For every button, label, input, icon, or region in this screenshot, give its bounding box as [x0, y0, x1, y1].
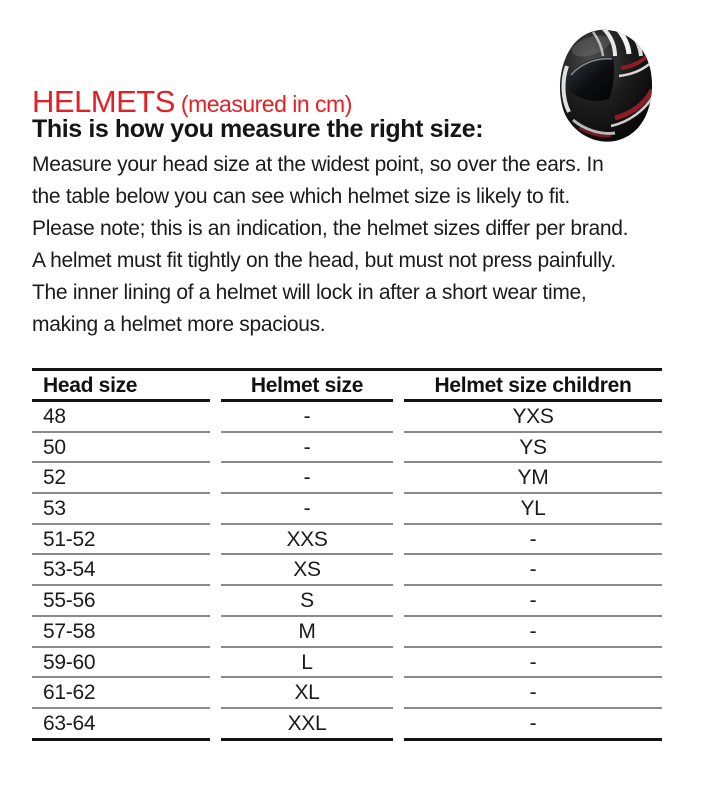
intro-line: The inner lining of a helmet will lock in after a short wear time, — [32, 281, 587, 304]
table-row — [32, 433, 662, 464]
helmet-size-children-cell: YS — [404, 433, 662, 464]
helmet-size-children-cell: - — [404, 525, 662, 556]
head-size-cell: 57-58 — [32, 617, 210, 648]
intro-line: the table below you can see which helmet size is likely to fit. — [32, 185, 570, 208]
helmet-size-children-cell: - — [404, 555, 662, 586]
table-row — [32, 463, 662, 494]
helmet-size-cell: - — [221, 433, 393, 464]
table-row — [32, 678, 662, 709]
head-size-cell: 52 — [32, 463, 210, 494]
helmet-size-cell: L — [221, 648, 393, 679]
intro-line: Please note; this is an indication, the helmet sizes differ per brand. — [32, 217, 629, 240]
head-size-cell: 63-64 — [32, 709, 210, 741]
table-row — [32, 525, 662, 556]
intro-line: Measure your head size at the widest point, so over the ears. In — [32, 153, 604, 176]
helmet-size-cell: - — [221, 494, 393, 525]
intro-line: making a helmet more spacious. — [32, 313, 326, 336]
helmet-size-children-cell: - — [404, 586, 662, 617]
helmet-image-svg — [553, 26, 661, 146]
helmet-size-table — [32, 368, 662, 741]
table-row — [32, 402, 662, 433]
helmet-size-children-cell: - — [404, 709, 662, 741]
head-size-cell: 48 — [32, 402, 210, 433]
helmet-size-children-cell: YL — [404, 494, 662, 525]
helmet-photo — [553, 26, 661, 146]
head-size-cell: 59-60 — [32, 648, 210, 679]
column-header-head-size: Head size — [32, 371, 210, 402]
measurement-note: (measured in cm) — [180, 91, 352, 117]
helmet-size-cell: - — [221, 463, 393, 494]
intro-paragraph — [32, 149, 628, 341]
head-size-cell: 50 — [32, 433, 210, 464]
column-header-helmet-size-children: Helmet size children — [404, 371, 662, 402]
helmet-size-cell: M — [221, 617, 393, 648]
helmet-size-cell: XXL — [221, 709, 393, 741]
helmet-size-children-cell: - — [404, 678, 662, 709]
helmet-size-cell: S — [221, 586, 393, 617]
table-header-row — [32, 371, 662, 402]
helmet-size-cell: - — [221, 402, 393, 433]
head-size-cell: 53-54 — [32, 555, 210, 586]
helmet-size-children-cell: YM — [404, 463, 662, 494]
table-row — [32, 709, 662, 741]
head-size-cell: 51-52 — [32, 525, 210, 556]
helmet-size-children-cell: YXS — [404, 402, 662, 433]
table-row — [32, 617, 662, 648]
column-header-helmet-size: Helmet size — [221, 371, 393, 402]
page-title-text: HELMETS — [32, 84, 175, 119]
head-size-cell: 61-62 — [32, 678, 210, 709]
table-row — [32, 648, 662, 679]
helmet-size-cell: XXS — [221, 525, 393, 556]
table-row — [32, 586, 662, 617]
section-subtitle: This is how you measure the right size: — [32, 115, 484, 143]
table-row — [32, 555, 662, 586]
head-size-cell: 53 — [32, 494, 210, 525]
table-body — [32, 402, 662, 741]
helmet-size-children-cell: - — [404, 617, 662, 648]
helmet-size-children-cell: - — [404, 648, 662, 679]
head-size-cell: 55-56 — [32, 586, 210, 617]
table-row — [32, 494, 662, 525]
helmet-size-cell: XL — [221, 678, 393, 709]
intro-line: A helmet must fit tightly on the head, but must not press painfully. — [32, 249, 616, 272]
helmet-size-cell: XS — [221, 555, 393, 586]
